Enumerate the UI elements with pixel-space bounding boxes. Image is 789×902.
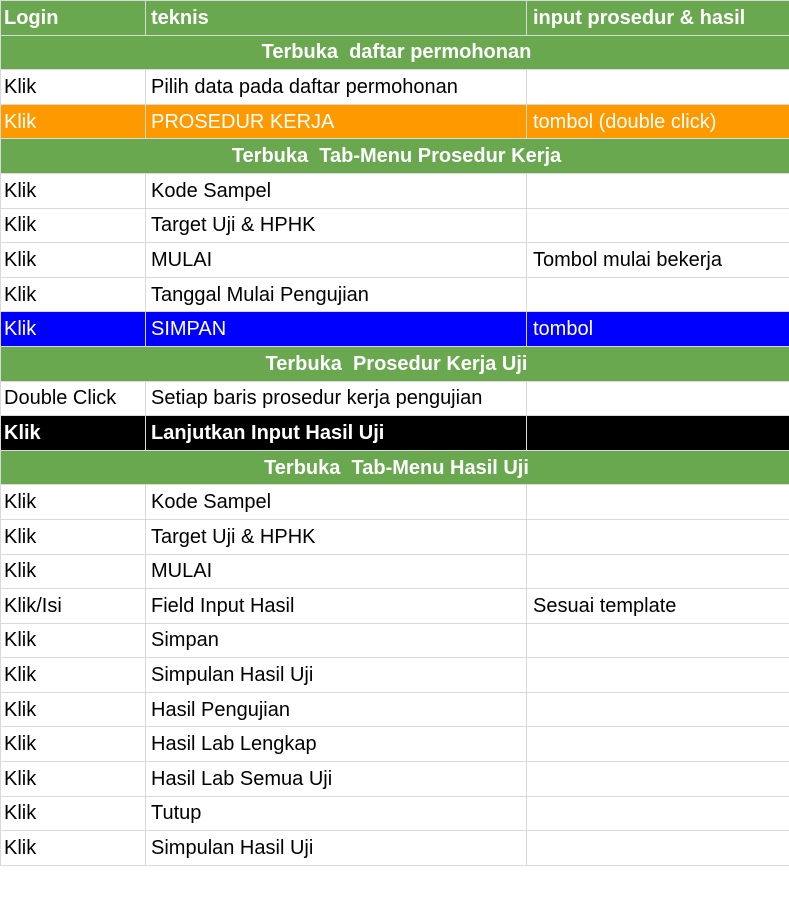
table-row (1, 554, 789, 589)
cell-teknis: Kode Sampel (146, 485, 527, 520)
cell-action: Klik/Isi (1, 589, 146, 624)
cell-input (527, 554, 789, 589)
header-teknis: teknis (146, 1, 527, 36)
table-row (1, 589, 789, 624)
cell-action: Double Click (1, 381, 146, 416)
table-row (1, 623, 789, 658)
cell-action: Klik (1, 727, 146, 762)
cell-teknis: Hasil Pengujian (146, 692, 527, 727)
cell-input: Tombol mulai bekerja (527, 243, 789, 278)
header-input-prosedur: input prosedur & hasil (527, 1, 789, 36)
header-login: Login (1, 1, 146, 36)
cell-input (527, 762, 789, 797)
cell-input (527, 208, 789, 243)
table-body (1, 1, 789, 866)
cell-teknis: Simpulan Hasil Uji (146, 831, 527, 866)
table-row (1, 104, 789, 139)
cell-action: Klik (1, 762, 146, 797)
cell-input (527, 277, 789, 312)
cell-action: Klik (1, 173, 146, 208)
cell-input (527, 381, 789, 416)
cell-input (527, 623, 789, 658)
cell-input (527, 173, 789, 208)
cell-teknis: Target Uji & HPHK (146, 208, 527, 243)
cell-action: Klik (1, 831, 146, 866)
cell-action: Klik (1, 208, 146, 243)
cell-action: Klik (1, 554, 146, 589)
cell-teknis: Tutup (146, 796, 527, 831)
section-header-row (1, 450, 789, 485)
cell-action: Klik (1, 623, 146, 658)
cell-input: tombol (527, 312, 789, 347)
cell-teknis: Hasil Lab Semua Uji (146, 762, 527, 797)
cell-action: Klik (1, 519, 146, 554)
cell-input (527, 485, 789, 520)
cell-action: Klik (1, 796, 146, 831)
table-row (1, 416, 789, 451)
section-header-row (1, 139, 789, 174)
table-row (1, 70, 789, 105)
cell-teknis: Lanjutkan Input Hasil Uji (146, 416, 527, 451)
cell-teknis: Kode Sampel (146, 173, 527, 208)
cell-action: Klik (1, 243, 146, 278)
section-header-row (1, 35, 789, 70)
table-row (1, 485, 789, 520)
cell-teknis: Field Input Hasil (146, 589, 527, 624)
cell-action: Klik (1, 277, 146, 312)
cell-teknis: PROSEDUR KERJA (146, 104, 527, 139)
cell-input: Sesuai template (527, 589, 789, 624)
cell-teknis: Simpan (146, 623, 527, 658)
cell-input (527, 70, 789, 105)
cell-teknis: Simpulan Hasil Uji (146, 658, 527, 693)
cell-action: Klik (1, 658, 146, 693)
cell-action: Klik (1, 104, 146, 139)
cell-teknis: MULAI (146, 554, 527, 589)
table-row (1, 243, 789, 278)
table-row (1, 727, 789, 762)
table-row (1, 692, 789, 727)
table-row (1, 381, 789, 416)
table-row (1, 519, 789, 554)
section-title: Terbuka Prosedur Kerja Uji (1, 346, 789, 381)
table-header-row (1, 1, 789, 36)
cell-input (527, 519, 789, 554)
cell-teknis: MULAI (146, 243, 527, 278)
cell-teknis: SIMPAN (146, 312, 527, 347)
cell-teknis: Pilih data pada daftar permohonan (146, 70, 527, 105)
table-row (1, 277, 789, 312)
cell-action: Klik (1, 312, 146, 347)
table-row (1, 762, 789, 797)
cell-input (527, 796, 789, 831)
cell-input (527, 658, 789, 693)
section-title: Terbuka Tab-Menu Prosedur Kerja (1, 139, 789, 174)
cell-action: Klik (1, 485, 146, 520)
cell-input (527, 727, 789, 762)
cell-input (527, 692, 789, 727)
table-row (1, 831, 789, 866)
cell-action: Klik (1, 70, 146, 105)
cell-action: Klik (1, 416, 146, 451)
table-row (1, 658, 789, 693)
cell-teknis: Target Uji & HPHK (146, 519, 527, 554)
cell-teknis: Tanggal Mulai Pengujian (146, 277, 527, 312)
cell-teknis: Setiap baris prosedur kerja pengujian (146, 381, 527, 416)
table-row (1, 208, 789, 243)
table-row (1, 173, 789, 208)
table-row (1, 312, 789, 347)
table-row (1, 796, 789, 831)
cell-teknis: Hasil Lab Lengkap (146, 727, 527, 762)
section-header-row (1, 346, 789, 381)
section-title: Terbuka daftar permohonan (1, 35, 789, 70)
section-title: Terbuka Tab-Menu Hasil Uji (1, 450, 789, 485)
cell-input: tombol (double click) (527, 104, 789, 139)
cell-input (527, 416, 789, 451)
cell-input (527, 831, 789, 866)
cell-action: Klik (1, 692, 146, 727)
